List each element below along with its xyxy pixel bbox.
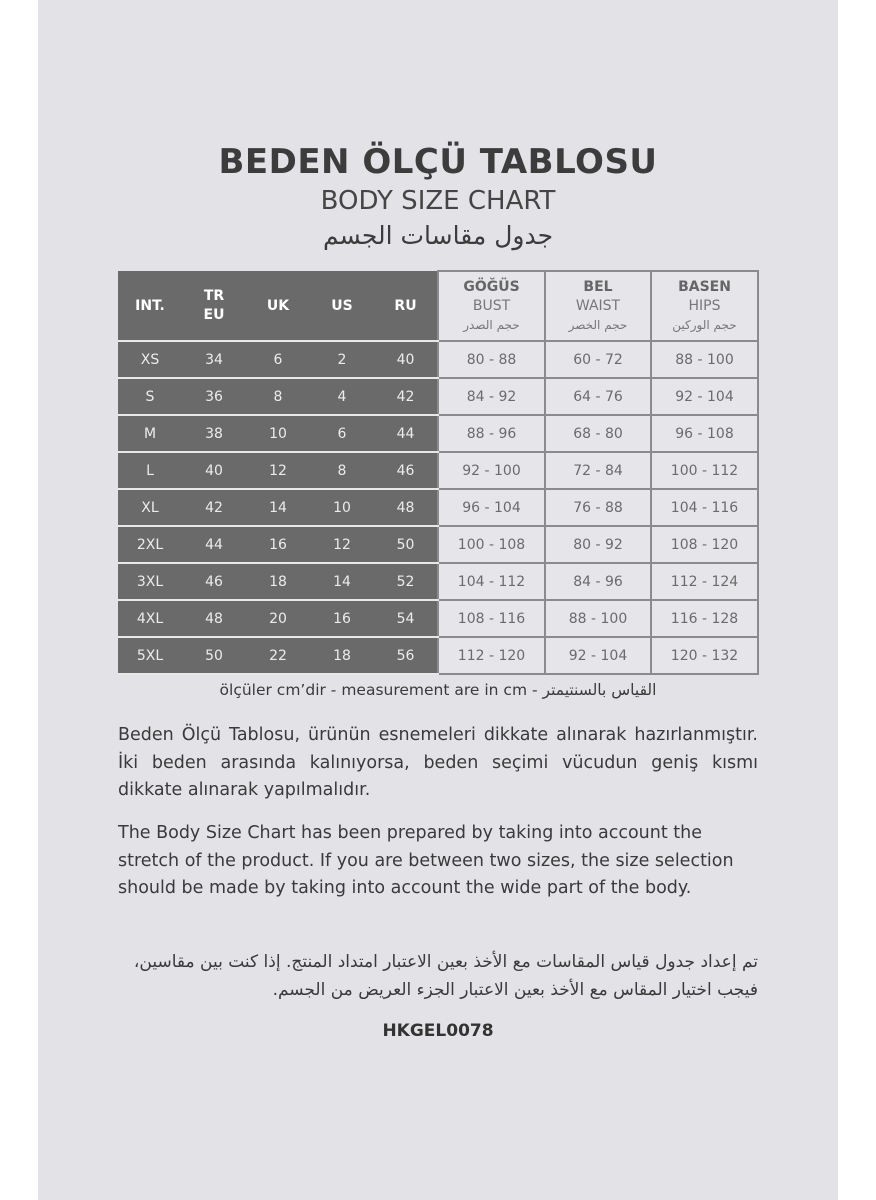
header-tr-eu — [182, 271, 246, 341]
cell-us: 4 — [310, 378, 374, 415]
paragraph-english: The Body Size Chart has been prepared by taking into account the stretch of the product. If you are between two sizes, the size selection should be made by taking into account the wide part of the body. — [118, 823, 734, 898]
header-bust — [438, 271, 545, 341]
cell-tr-eu: 48 — [182, 600, 246, 637]
header-hips-tr: BASEN — [678, 278, 731, 295]
cell-tr-eu: 40 — [182, 452, 246, 489]
cell-waist: 92 - 104 — [545, 637, 651, 674]
table-row — [118, 637, 758, 674]
table-row — [118, 341, 758, 378]
cell-tr-eu: 44 — [182, 526, 246, 563]
cell-us: 6 — [310, 415, 374, 452]
cell-hips: 112 - 124 — [651, 563, 758, 600]
product-code: HKGEL0078 — [382, 1021, 494, 1041]
cell-us: 2 — [310, 341, 374, 378]
cell-tr-eu: 38 — [182, 415, 246, 452]
header-bust-en: BUST — [472, 297, 511, 314]
cell-int: 5XL — [118, 637, 182, 674]
header-bust-tr: GÖĞÜS — [463, 278, 520, 295]
cell-us: 8 — [310, 452, 374, 489]
cell-hips: 108 - 120 — [651, 526, 758, 563]
cell-uk: 22 — [246, 637, 310, 674]
cell-ru: 46 — [374, 452, 438, 489]
cell-uk: 18 — [246, 563, 310, 600]
cell-int: S — [118, 378, 182, 415]
cell-ru: 48 — [374, 489, 438, 526]
cell-bust: 84 - 92 — [438, 378, 545, 415]
cell-us: 12 — [310, 526, 374, 563]
table-row — [118, 489, 758, 526]
header-waist — [545, 271, 651, 341]
title-english: BODY SIZE CHART — [320, 186, 556, 216]
cell-waist: 88 - 100 — [545, 600, 651, 637]
header-int: INT. — [118, 271, 182, 341]
cell-bust: 88 - 96 — [438, 415, 545, 452]
cell-int: 4XL — [118, 600, 182, 637]
cell-waist: 76 - 88 — [545, 489, 651, 526]
table-row — [118, 452, 758, 489]
cell-bust: 92 - 100 — [438, 452, 545, 489]
header-waist-ar: حجم الخصر — [568, 317, 628, 332]
cell-us: 18 — [310, 637, 374, 674]
cell-us: 10 — [310, 489, 374, 526]
cell-ru: 42 — [374, 378, 438, 415]
cell-ru: 52 — [374, 563, 438, 600]
table-row — [118, 563, 758, 600]
cell-ru: 54 — [374, 600, 438, 637]
measurement-note: ölçüler cm’dir - measurement are in cm - القياس بالسنتيمتر — [219, 681, 657, 699]
cell-waist: 64 - 76 — [545, 378, 651, 415]
header-uk: UK — [246, 271, 310, 341]
paragraph-turkish: Beden Ölçü Tablosu, ürünün esnemeleri dikkate alınarak hazırlanmıştır. İki beden arasında kalınıyorsa, beden seçimi vücudun geniş kısmı dikkate alınarak yapılmalıdır. — [118, 725, 758, 800]
cell-uk: 6 — [246, 341, 310, 378]
size-chart-page — [38, 0, 838, 1200]
cell-bust: 112 - 120 — [438, 637, 545, 674]
cell-uk: 8 — [246, 378, 310, 415]
cell-hips: 96 - 108 — [651, 415, 758, 452]
cell-int: XS — [118, 341, 182, 378]
table-header-row — [118, 271, 758, 341]
cell-us: 16 — [310, 600, 374, 637]
cell-int: L — [118, 452, 182, 489]
table-row — [118, 415, 758, 452]
cell-tr-eu: 34 — [182, 341, 246, 378]
header-waist-en: WAIST — [575, 297, 621, 314]
cell-us: 14 — [310, 563, 374, 600]
cell-ru: 40 — [374, 341, 438, 378]
cell-bust: 96 - 104 — [438, 489, 545, 526]
cell-hips: 104 - 116 — [651, 489, 758, 526]
table-row — [118, 600, 758, 637]
cell-int: 2XL — [118, 526, 182, 563]
cell-bust: 104 - 112 — [438, 563, 545, 600]
cell-waist: 72 - 84 — [545, 452, 651, 489]
cell-waist: 68 - 80 — [545, 415, 651, 452]
paragraph-arabic: تم إعداد جدول قياس المقاسات مع الأخذ بعين الاعتبار امتداد المنتج. إذا كنت بين مقاسين، فيجب اختيار المقاس مع الأخذ بعين الاعتبار الجزء العريض من الجسم. — [133, 952, 758, 1000]
cell-hips: 100 - 112 — [651, 452, 758, 489]
cell-tr-eu: 50 — [182, 637, 246, 674]
title-arabic: جدول مقاسات الجسم — [322, 221, 554, 250]
cell-hips: 88 - 100 — [651, 341, 758, 378]
header-hips-en: HIPS — [688, 297, 721, 314]
cell-waist: 60 - 72 — [545, 341, 651, 378]
cell-ru: 44 — [374, 415, 438, 452]
size-rows — [118, 341, 758, 674]
cell-uk: 14 — [246, 489, 310, 526]
cell-ru: 50 — [374, 526, 438, 563]
title-turkish: BEDEN ÖLÇÜ TABLOSU — [218, 142, 658, 182]
cell-int: M — [118, 415, 182, 452]
header-hips — [651, 271, 758, 341]
cell-uk: 20 — [246, 600, 310, 637]
header-waist-tr: BEL — [583, 278, 613, 295]
header-tr: TR — [203, 287, 225, 304]
cell-waist: 84 - 96 — [545, 563, 651, 600]
size-table — [118, 270, 759, 675]
cell-bust: 80 - 88 — [438, 341, 545, 378]
cell-hips: 116 - 128 — [651, 600, 758, 637]
cell-bust: 108 - 116 — [438, 600, 545, 637]
cell-ru: 56 — [374, 637, 438, 674]
header-eu: EU — [203, 306, 225, 323]
cell-tr-eu: 42 — [182, 489, 246, 526]
cell-hips: 92 - 104 — [651, 378, 758, 415]
cell-int: 3XL — [118, 563, 182, 600]
cell-uk: 12 — [246, 452, 310, 489]
table-row — [118, 378, 758, 415]
cell-waist: 80 - 92 — [545, 526, 651, 563]
cell-uk: 10 — [246, 415, 310, 452]
header-ru: RU — [374, 271, 438, 341]
cell-tr-eu: 36 — [182, 378, 246, 415]
header-bust-ar: حجم الصدر — [463, 317, 520, 332]
table-row — [118, 526, 758, 563]
cell-int: XL — [118, 489, 182, 526]
cell-tr-eu: 46 — [182, 563, 246, 600]
cell-uk: 16 — [246, 526, 310, 563]
header-us: US — [310, 271, 374, 341]
cell-hips: 120 - 132 — [651, 637, 758, 674]
header-hips-ar: حجم الوركين — [672, 317, 737, 332]
cell-bust: 100 - 108 — [438, 526, 545, 563]
